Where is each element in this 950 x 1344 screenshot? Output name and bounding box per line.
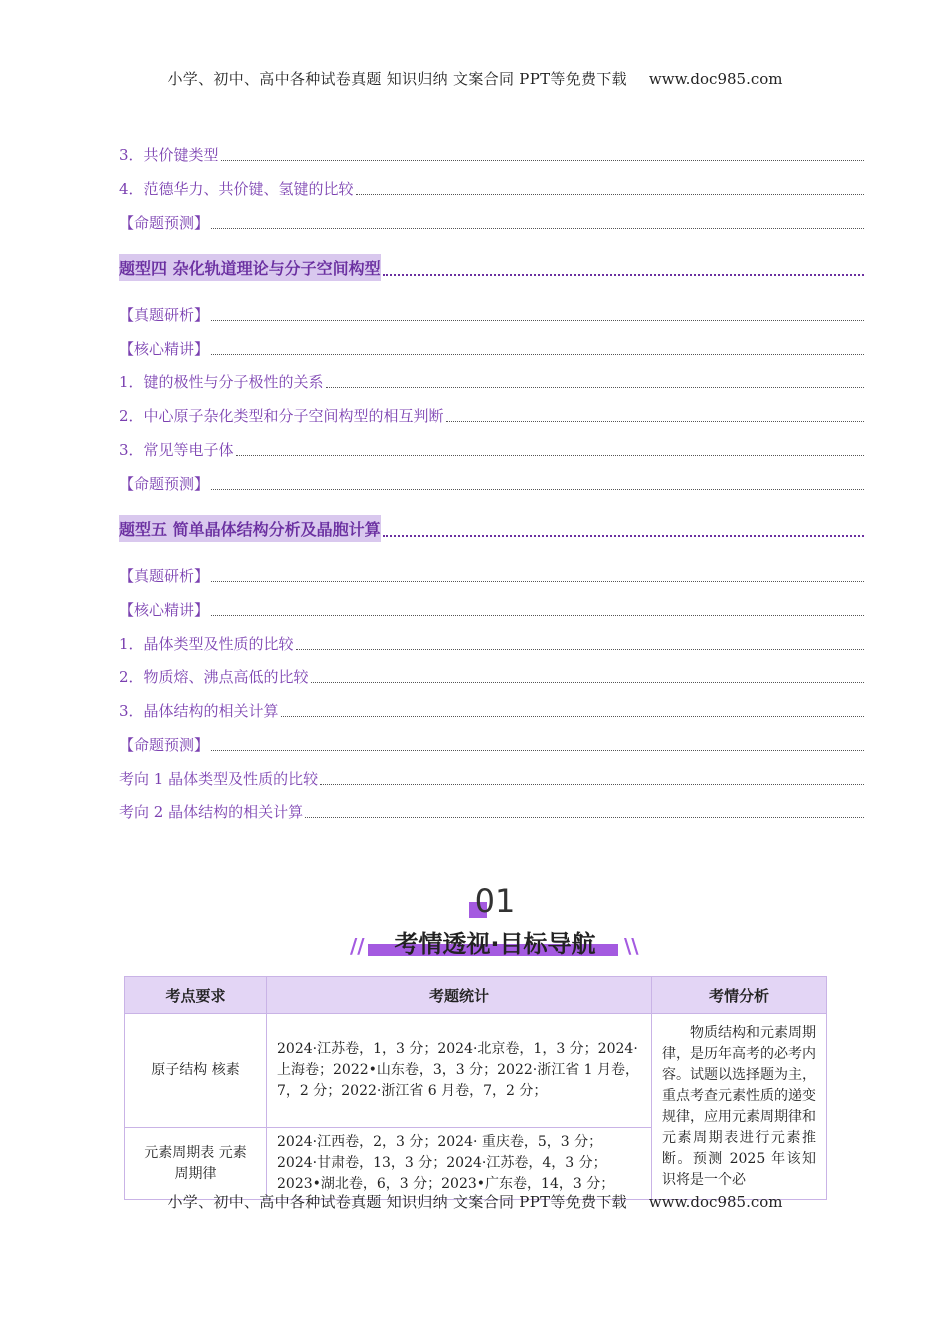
header-url[interactable]: www.doc985.com — [648, 70, 783, 88]
point-cell: 元素周期表 元素周期律 — [125, 1128, 267, 1200]
toc-item[interactable]: 考向 1 晶体类型及性质的比较 — [119, 767, 864, 789]
analysis-cell: 物质结构和元素周期律，是历年高考的必考内容。试题以选择题为主，重点考查元素性质的递变规律，应用元素周期律和元素周期表进行元素推断。预测 2025 年该知识将是一个必 — [652, 1014, 827, 1200]
toc-item[interactable]: 1．键的极性与分子极性的关系 — [119, 370, 864, 392]
toc-item[interactable]: 2．中心原子杂化类型和分子空间构型的相互判断 — [119, 404, 864, 426]
slash-decoration-left: // — [350, 934, 365, 958]
exam-analysis-table — [124, 976, 827, 1200]
table-row — [125, 1014, 827, 1128]
toc-item[interactable]: 2．物质熔、沸点高低的比较 — [119, 665, 864, 687]
point-cell: 原子结构 核素 — [125, 1014, 267, 1128]
toc-item[interactable]: 【命题预测】 — [119, 472, 864, 494]
toc-item[interactable]: 【真题研析】 — [119, 303, 864, 325]
page-footer — [0, 1191, 950, 1212]
header-text: 小学、初中、高中各种试卷真题 知识归纳 文案合同 PPT等免费下载 — [167, 70, 627, 88]
footer-text: 小学、初中、高中各种试卷真题 知识归纳 文案合同 PPT等免费下载 — [167, 1193, 627, 1211]
toc-item[interactable]: 4．范德华力、共价键、氢键的比较 — [119, 177, 864, 199]
toc-item[interactable]: 【命题预测】 — [119, 733, 864, 755]
slash-decoration-right: \\ — [624, 934, 639, 958]
column-header: 考情分析 — [652, 977, 827, 1014]
toc-heading[interactable]: 题型四 杂化轨道理论与分子空间构型 — [119, 255, 864, 281]
toc-item[interactable]: 【真题研析】 — [119, 564, 864, 586]
toc-item[interactable]: 考向 2 晶体结构的相关计算 — [119, 800, 864, 822]
footer-url[interactable]: www.doc985.com — [648, 1193, 783, 1211]
toc-item[interactable]: 1．晶体类型及性质的比较 — [119, 632, 864, 654]
section-number: 01 — [474, 882, 516, 920]
column-header: 考题统计 — [267, 977, 652, 1014]
toc-item[interactable]: 3．常见等电子体 — [119, 438, 864, 460]
table-header-row — [125, 977, 827, 1014]
toc-item[interactable]: 【核心精讲】 — [119, 598, 864, 620]
column-header: 考点要求 — [125, 977, 267, 1014]
section-title: 考情透视·目标导航 — [394, 930, 596, 958]
toc-item[interactable]: 3．共价键类型 — [119, 143, 864, 165]
toc-item[interactable]: 【命题预测】 — [119, 211, 864, 233]
toc-heading[interactable]: 题型五 简单晶体结构分析及晶胞计算 — [119, 516, 864, 542]
stats-cell: 2024·江西卷，2，3 分；2024· 重庆卷，5，3 分；2024·甘肃卷，13，3 分；2024·江苏卷，4，3 分；2023•湖北卷，6，3 分；2023•广东卷，14，3 分； — [267, 1128, 652, 1200]
page-header — [0, 68, 950, 89]
toc-item[interactable]: 【核心精讲】 — [119, 337, 864, 359]
toc-item[interactable]: 3．晶体结构的相关计算 — [119, 699, 864, 721]
stats-cell: 2024·江苏卷，1，3 分；2024·北京卷，1，3 分；2024·上海卷；2022•山东卷，3，3 分；2022·浙江省 1 月卷，7，2 分；2022·浙江省 6 月卷，7，2 分； — [267, 1014, 652, 1128]
